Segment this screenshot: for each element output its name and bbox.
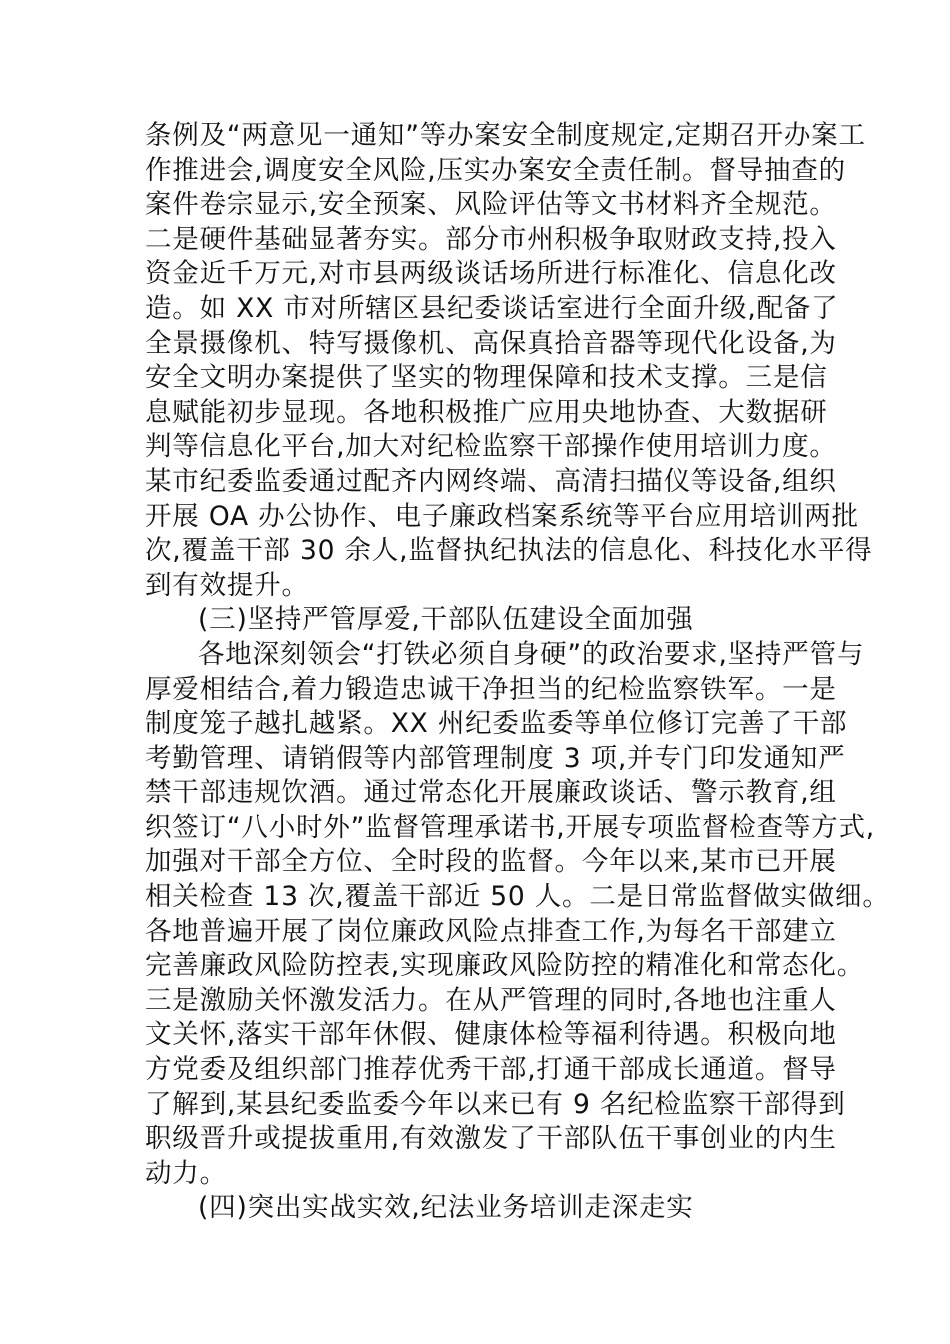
body-text-line: 造。如 XX 市对所辖区县纪委谈话室进行全面升级,配备了 (145, 292, 839, 324)
body-text-line: 厚爱相结合,着力锻造忠诚干净担当的纪检监察铁军。一是 (145, 673, 837, 705)
body-text-line: 职级晋升或提拔重用,有效激发了干部队伍干事创业的内生 (145, 1123, 837, 1155)
body-text-line: 考勤管理、请销假等内部管理制度 3 项,并专门印发通知严 (145, 742, 846, 774)
body-text-line: 案件卷宗显示,安全预案、风险评估等文书材料齐全规范。 (145, 189, 837, 221)
body-text-line: 各地普遍开展了岗位廉政风险点排查工作,为每名干部建立 (145, 915, 837, 947)
body-text-line: 次,覆盖干部 30 余人,监督执纪执法的信息化、科技化水平得 (145, 535, 873, 567)
paragraph-start-line: 各地深刻领会“打铁必须自身硬”的政治要求,坚持严管与 (198, 638, 865, 670)
body-text-line: 全景摄像机、特写摄像机、高保真拾音器等现代化设备,为 (145, 327, 837, 359)
body-text-line: 了解到,某县纪委监委今年以来已有 9 名纪检监察干部得到 (145, 1088, 846, 1120)
body-text-line: 息赋能初步显现。各地积极推广应用央地协查、大数据研 (145, 396, 828, 428)
body-text-line: 完善廉政风险防控表,实现廉政风险防控的精准化和常态化。 (145, 950, 865, 982)
body-text-line: 三是激励关怀激发活力。在从严管理的同时,各地也注重人 (145, 984, 837, 1016)
body-text-line: 判等信息化平台,加大对纪检监察干部操作使用培训力度。 (145, 431, 837, 463)
body-text-line: 禁干部违规饮酒。通过常态化开展廉政谈话、警示教育,组 (145, 777, 837, 809)
body-text-line: 安全文明办案提供了坚实的物理保障和技术支撑。三是信 (145, 362, 828, 394)
body-text-line: 条例及“两意见一通知”等办案安全制度规定,定期召开办案工 (145, 120, 866, 151)
document-page (145, 119, 890, 1226)
section-heading-3: (三)坚持严管厚爱,干部队伍建设全面加强 (198, 604, 694, 636)
body-text-line: 制度笼子越扎越紧。XX 州纪委监委等单位修订完善了干部 (145, 708, 848, 740)
body-text-line: 相关检查 13 次,覆盖干部近 50 人。二是日常监督做实做细。 (145, 881, 890, 913)
body-text-line: 文关怀,落实干部年休假、健康体检等福利待遇。积极向地 (145, 1019, 837, 1051)
body-text-line: 织签订“八小时外”监督管理承诺书,开展专项监督检查等方式, (145, 811, 876, 843)
body-text-line: 开展 OA 办公协作、电子廉政档案系统等平台应用培训两批 (145, 500, 859, 532)
body-text-line: 某市纪委监委通过配齐内网终端、高清扫描仪等设备,组织 (145, 465, 837, 497)
section-heading-4: (四)突出实战实效,纪法业务培训走深走实 (198, 1192, 694, 1224)
body-text-line: 动力。 (145, 1157, 227, 1189)
body-text-line: 加强对干部全方位、全时段的监督。今年以来,某市已开展 (145, 846, 837, 878)
body-text-line: 作推进会,调度安全风险,压实办案安全责任制。督导抽查的 (145, 154, 846, 186)
body-text-line: 二是硬件基础显著夯实。部分市州积极争取财政支持,投入 (145, 223, 837, 255)
body-text-line: 资金近千万元,对市县两级谈话场所进行标准化、信息化改 (145, 258, 837, 290)
body-text-line: 到有效提升。 (145, 569, 309, 601)
body-text-line: 方党委及组织部门推荐优秀干部,打通干部成长通道。督导 (145, 1054, 837, 1086)
